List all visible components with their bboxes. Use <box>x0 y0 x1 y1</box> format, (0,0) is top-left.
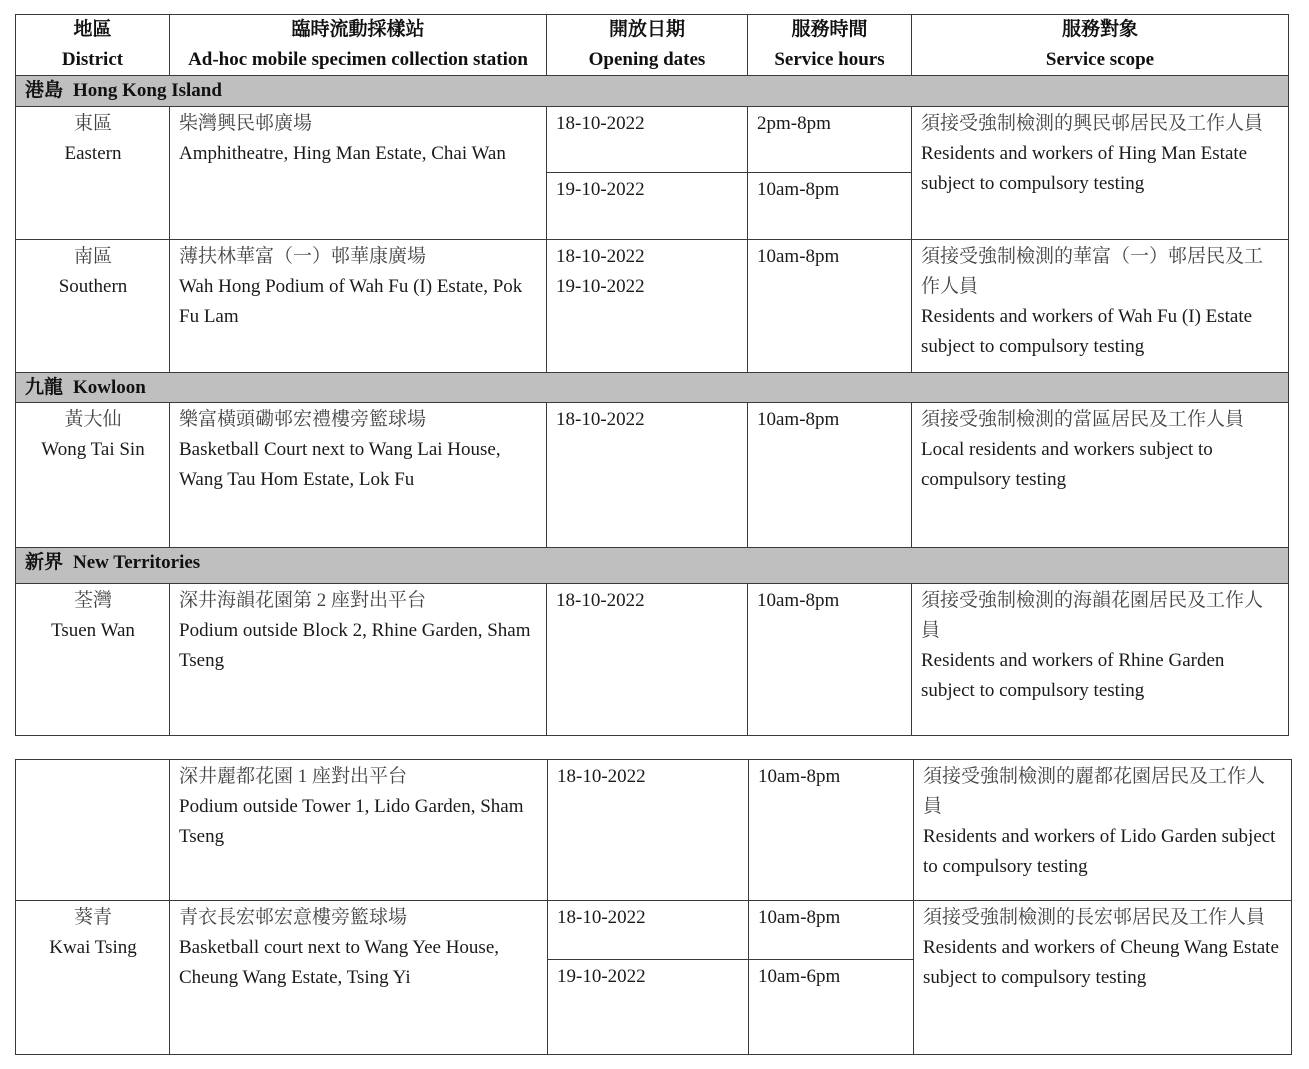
district-cell <box>16 403 170 548</box>
opening-date: 19-10-2022 <box>556 179 645 200</box>
opening-date: 18-10-2022 <box>556 409 645 430</box>
date-cell <box>547 403 748 548</box>
hours-cell <box>749 760 914 901</box>
station-zh: 樂富橫頭磡邨宏禮樓旁籃球場 <box>179 409 427 430</box>
scope-cell <box>912 240 1289 373</box>
header-station-zh: 臨時流動採樣站 <box>291 19 425 40</box>
station-zh: 柴灣興民邨廣場 <box>179 113 313 134</box>
scope-en: Residents and workers of Rhine Garden subject to compulsory testing <box>921 650 1225 701</box>
header-dates-zh: 開放日期 <box>608 19 685 40</box>
section-row-kowloon <box>16 373 1289 403</box>
hours-cell <box>748 240 912 373</box>
header-hours-zh: 服務時間 <box>791 19 868 40</box>
scope-zh: 須接受強制檢測的長宏邨居民及工作人員 <box>923 907 1266 928</box>
table-row-southern <box>16 240 1289 373</box>
station-zh: 深井麗都花園 1 座對出平台 <box>179 766 408 787</box>
district-zh: 東區 <box>73 113 112 134</box>
section-title-zh: 九龍 <box>25 377 64 398</box>
header-district-zh: 地區 <box>73 19 112 40</box>
service-hours: 2pm-8pm <box>757 113 831 134</box>
table-row-kwai-tsing <box>16 901 1292 960</box>
district-en: Eastern <box>64 143 122 164</box>
scope-zh: 須接受強制檢測的海韻花園居民及工作人員 <box>921 590 1264 641</box>
scope-zh: 須接受強制檢測的當區居民及工作人員 <box>921 409 1245 430</box>
date-cell <box>547 173 748 240</box>
opening-date: 18-10-2022 <box>557 766 646 787</box>
district-cell <box>16 240 170 373</box>
opening-date: 18-10-2022 <box>556 113 645 134</box>
opening-date: 18-10-2022 <box>556 246 645 267</box>
station-en: Basketball court next to Wang Yee House, Cheung Wang Estate, Tsing Yi <box>179 937 500 988</box>
district-en: Kwai Tsing <box>49 937 137 958</box>
station-en: Wah Hong Podium of Wah Fu (I) Estate, Pok Fu Lam <box>179 276 523 327</box>
table-row-eastern <box>16 107 1289 173</box>
service-hours: 10am-8pm <box>758 766 841 787</box>
station-en: Amphitheatre, Hing Man Estate, Chai Wan <box>179 143 506 164</box>
station-en: Podium outside Tower 1, Lido Garden, Sham Tseng <box>179 796 524 847</box>
station-cell <box>170 584 547 736</box>
header-service-hours <box>748 15 912 76</box>
district-zh: 黃大仙 <box>64 409 122 430</box>
collection-stations-table <box>15 14 1289 736</box>
scope-cell <box>914 760 1292 901</box>
hours-cell <box>748 173 912 240</box>
scope-cell <box>912 107 1289 240</box>
station-cell <box>170 403 547 548</box>
scope-en: Residents and workers of Hing Man Estate subject to compulsory testing <box>921 143 1248 194</box>
district-en: Southern <box>58 276 128 297</box>
hours-cell <box>749 901 914 960</box>
service-hours: 10am-8pm <box>757 409 840 430</box>
date-cell <box>548 960 749 1055</box>
scope-cell <box>914 901 1292 1055</box>
section-title-en: Kowloon <box>73 377 146 398</box>
opening-date: 19-10-2022 <box>557 966 646 987</box>
scope-cell <box>912 403 1289 548</box>
scope-cell <box>912 584 1289 736</box>
district-cell <box>16 901 170 1055</box>
table-row-lido-garden <box>16 760 1292 901</box>
scope-zh: 須接受強制檢測的興民邨居民及工作人員 <box>921 113 1264 134</box>
header-hours-en: Service hours <box>774 49 885 70</box>
service-hours: 10am-8pm <box>757 590 840 611</box>
header-scope-zh: 服務對象 <box>1061 19 1138 40</box>
section-title-en: New Territories <box>73 552 201 573</box>
collection-stations-table-continued <box>15 759 1292 1055</box>
hours-cell <box>748 107 912 173</box>
table-row-wong-tai-sin <box>16 403 1289 548</box>
district-zh: 葵青 <box>73 907 112 928</box>
station-zh: 薄扶林華富（一）邨華康廣場 <box>179 246 427 267</box>
section-title-zh: 新界 <box>25 552 64 573</box>
header-dates-en: Opening dates <box>588 49 706 70</box>
section-title-en: Hong Kong Island <box>73 80 222 101</box>
scope-en: Residents and workers of Cheung Wang Estate subject to compulsory testing <box>923 937 1279 988</box>
service-hours: 10am-6pm <box>758 966 841 987</box>
station-cell <box>170 901 548 1055</box>
date-cell <box>548 901 749 960</box>
section-header <box>16 373 1289 403</box>
header-district <box>16 15 170 76</box>
station-zh: 青衣長宏邨宏意樓旁籃球場 <box>179 907 408 928</box>
header-station-en: Ad-hoc mobile specimen collection station <box>188 49 528 70</box>
service-hours: 10am-8pm <box>758 907 841 928</box>
district-cell <box>16 107 170 240</box>
service-hours: 10am-8pm <box>757 246 840 267</box>
section-row-new-territories <box>16 548 1289 584</box>
section-row-hong-kong-island <box>16 76 1289 107</box>
district-zh: 南區 <box>73 246 112 267</box>
date-cell <box>547 107 748 173</box>
hours-cell <box>748 403 912 548</box>
header-district-en: District <box>61 49 124 70</box>
header-service-scope <box>912 15 1289 76</box>
section-header <box>16 548 1289 584</box>
section-header <box>16 76 1289 107</box>
hours-cell <box>749 960 914 1055</box>
scope-zh: 須接受強制檢測的麗都花園居民及工作人員 <box>923 766 1266 817</box>
opening-date: 18-10-2022 <box>556 590 645 611</box>
date-cell <box>547 240 748 373</box>
opening-date: 18-10-2022 <box>557 907 646 928</box>
scope-en: Local residents and workers subject to compulsory testing <box>921 439 1213 490</box>
station-cell <box>170 107 547 240</box>
table-header-row <box>16 15 1289 76</box>
station-zh: 深井海韻花園第 2 座對出平台 <box>179 590 427 611</box>
hours-cell <box>748 584 912 736</box>
opening-date: 19-10-2022 <box>556 276 645 297</box>
header-opening-dates <box>547 15 748 76</box>
station-en: Podium outside Block 2, Rhine Garden, Sham Tseng <box>179 620 531 671</box>
service-hours: 10am-8pm <box>757 179 840 200</box>
table-row-tsuen-wan <box>16 584 1289 736</box>
district-cell <box>16 584 170 736</box>
station-cell <box>170 240 547 373</box>
scope-en: Residents and workers of Lido Garden subject to compulsory testing <box>923 826 1276 877</box>
district-zh: 荃灣 <box>73 590 112 611</box>
district-cell <box>16 760 170 901</box>
date-cell <box>547 584 748 736</box>
station-en: Basketball Court next to Wang Lai House, Wang Tau Hom Estate, Lok Fu <box>179 439 501 490</box>
district-en: Wong Tai Sin <box>41 439 145 460</box>
district-en: Tsuen Wan <box>51 620 135 641</box>
scope-zh: 須接受強制檢測的華富（一）邨居民及工作人員 <box>921 246 1264 297</box>
scope-en: Residents and workers of Wah Fu (I) Estate subject to compulsory testing <box>921 306 1253 357</box>
date-cell <box>548 760 749 901</box>
section-title-zh: 港島 <box>25 80 64 101</box>
station-cell <box>170 760 548 901</box>
header-station <box>170 15 547 76</box>
header-scope-en: Service scope <box>1045 49 1155 70</box>
